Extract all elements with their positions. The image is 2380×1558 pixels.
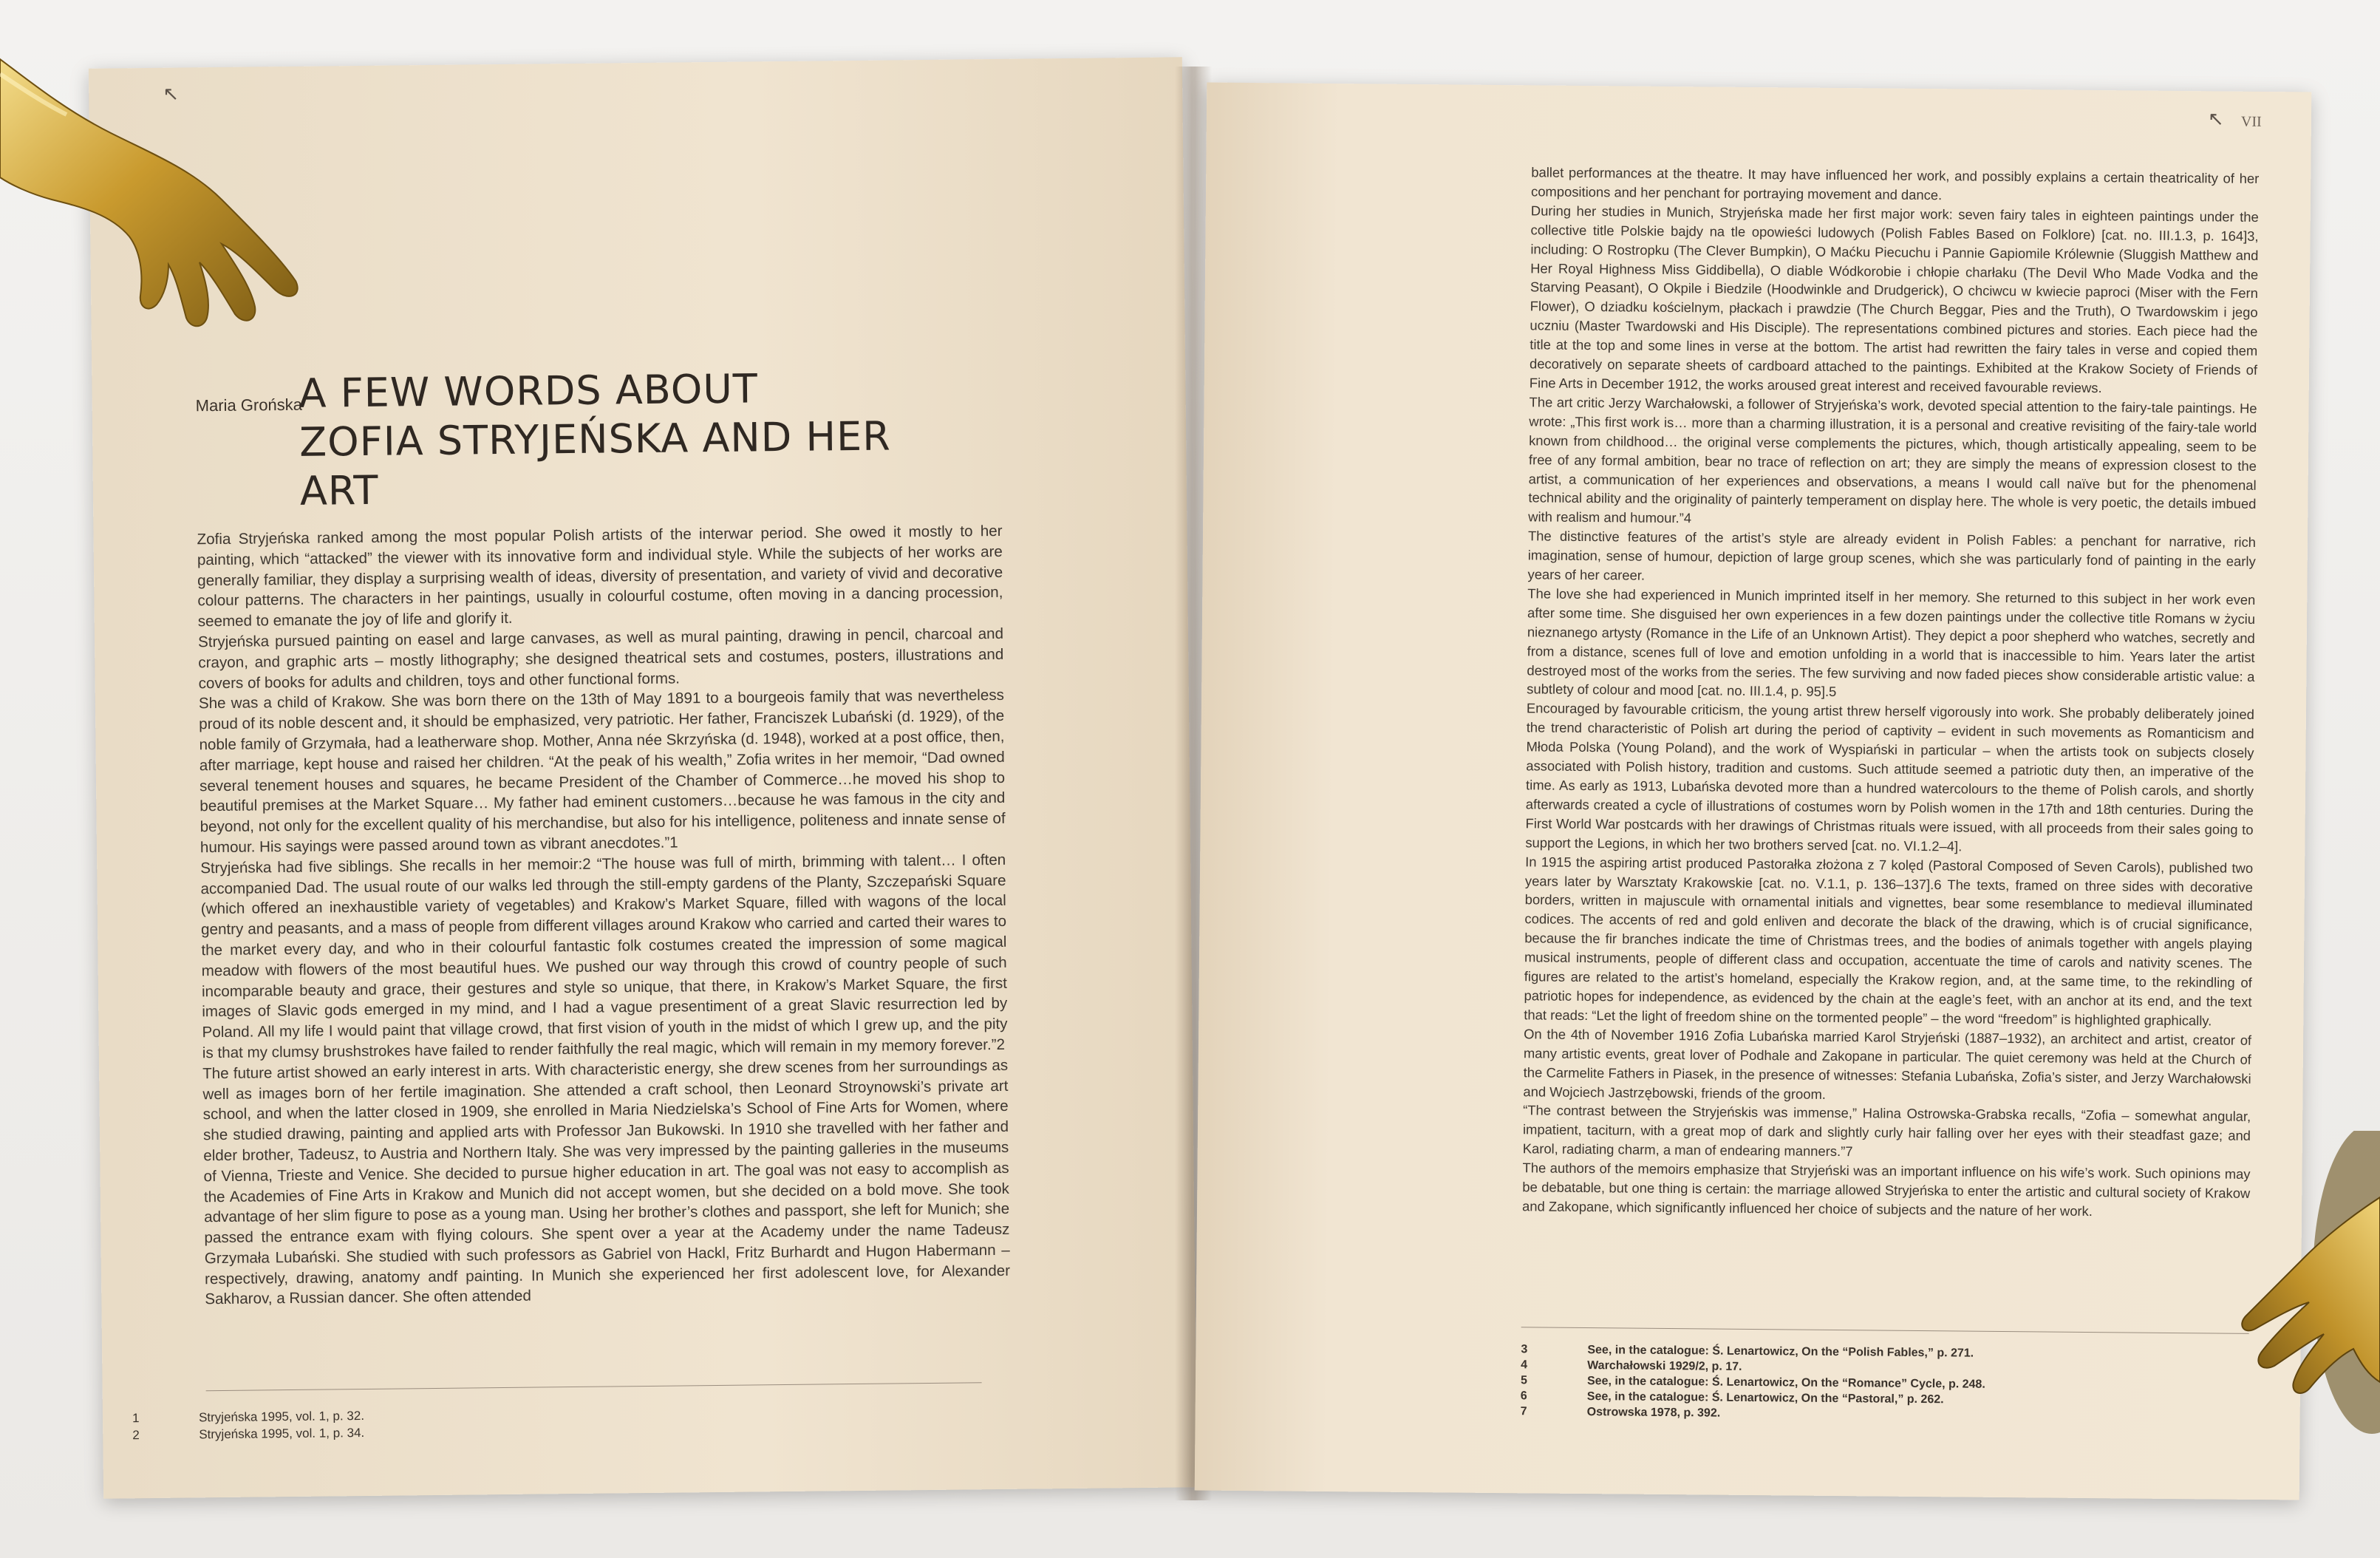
footnote-number: 1: [132, 1411, 140, 1426]
footnote-number: 3: [1521, 1343, 1528, 1356]
paragraph: On the 4th of November 1916 Zofia Lubańska married Karol Stryjeński (1887–1932), an architect and artist, creator of many artistic events, great lover of Podhale and Zakopane in particular. The quiet ceremony was held at the Church of the Carmelite Fathers in Piasek, in the presence of witnesses: Stefania Lubańska, Zofia’s sister, and Jerzy Warchałowski and Wojciech Jastrzębowski, friends of the groom.: [1523, 1026, 2252, 1102]
author-name: Maria Grońska: [195, 395, 303, 415]
paragraph: The authors of the memoirs emphasize that Stryjeński was an important influence on his wife’s work. Such opinions may be debatable, but one thing is certain: the marriage allowed Stryjeńska to enter the artistic and cultural society of Krakow and Zakopane, which significantly influenced her choice of subjects and the nature of her work.: [1521, 1160, 2251, 1219]
paragraph: The love she had experienced in Munich imprinted itself in her memory. She returned to this subject in her work even after some time. She disguised her own experiences in a few dozen paintings under the collective title Romans w życiu nieznanego artysty (Romance in the Life of an Unknown Artist). They depict a poor shepherd who watches, secretly and from a distance, scenes full of love and emotion unfolding in a world that is inaccessible to him. Years later the artist destroyed most of the works from the series. The few surviving and now faded pieces show considerable artistic value: a subtlety of colour and mood [cat. no. III.1.4, p. 95].5: [1527, 585, 2256, 700]
title-line-1: A FEW WORDS ABOUT: [299, 365, 759, 417]
paragraph: During her studies in Munich, Stryjeńska made her first major work: seven fairy tales in eighteen paintings under the collective title Polskie bajdy na tle opowieści ludowych (Polish Fables Based on Folklore) [cat. no. III.1.3, p. 164]3, including: O Rostropku (The Clever Bumpkin), O Maćku Piecuchu i Pannie Gapiomile Królewnie (Sluggish Matthew and Her Royal Highness Miss Giddibella), O diable Wódkorobie i chłopie charłaku (The Devil Who Made Vodka and the Starving Peasant), O Okpile i Biedzile (Hoodwinkle and Drudgerick), O chciwcu w kwiecie paproci (Miser with the Fern Flower), O dziadku kościelnym, płackach i prawdzie (The Church Beggar, Pies and the Truth), O Twardowskim i jego uczniu (Master Twardowski and His Disciple). The representations combined pictures and stories. Each piece had the title at the top and some lines in verse at the bottom. The artist had rewritten the fairy tales in verse and copied them decoratively on separate sheets of cardboard attached to the paintings. Exhibited at the Krakow Society of Friends of Fine Arts in December 1912, the works aroused great interest and received favourable reviews.: [1529, 203, 2259, 396]
right-footnotes: [1521, 1341, 2249, 1426]
footnote-text: See, in the catalogue: Ś. Lenartowicz, On the “Polish Fables,” p. 271.: [1587, 1344, 1974, 1360]
left-footnotes: [132, 1402, 871, 1443]
footnote-text: Stryjeńska 1995, vol. 1, p. 34.: [199, 1425, 365, 1442]
paragraph: The distinctive features of the artist’s style are already evident in Polish Fables: a penchant for narrative, rich imagination, sense of humour, depiction of large group scenes, which she was particularly fond of painting in the early years of her career.: [1527, 528, 2257, 583]
paragraph: “The contrast between the Stryjeńskis was immense,” Halina Ostrowska-Grabska recalls, “Zofia – somewhat angular, impatient, taciturn, with a great mop of dark and slightly curly hair falling over her eyes with their steadfast gaze; and Karol, radiating charm, a man of endearing manners.”7: [1522, 1102, 2251, 1160]
corner-arrow-icon: ↖: [2207, 107, 2224, 130]
paragraph: She was a child of Krakow. She was born there on the 13th of May 1891 to a bourgeois family that was nevertheless proud of its noble descent and, it should be emphasized, very patriotic. Her father, Franciszek Lubański (d. 1929), of the noble family of Grzymała, had a leatherware shop. Mother, Anna née Skrzyńska (d. 1948), worked at a post office, then, after marriage, kept house and raised her children. “At the peak of his wealth,” Zofia writes in her memoir, “Dad owned several tenement houses and squares, he became President of the Chamber of Commerce…he moved his shop to beautiful premises at the Market Square… My father had eminent customers…because he was famous in the city and beyond, not only for the excellent quality of his merchandise, but also for his intelligence, politeness and innate sense of humour. His sayings were passed around town as vibrant anecdotes.”1: [198, 687, 1006, 857]
footnote-text: Ostrowska 1978, p. 392.: [1586, 1406, 1721, 1420]
footnote-number: 5: [1520, 1374, 1528, 1387]
footnote-number: 6: [1520, 1389, 1527, 1403]
footnote-number: 4: [1521, 1358, 1528, 1372]
paragraph: Stryjeńska had five siblings. She recalls in her memoir:2 “The house was full of mirth, brimming with talent… I often accompanied Dad. The usual route of our walks led through the still-empty gardens of the Planty, Szczepański Square (which offered an inexhaustible variety of vegetables) and Krakow’s Market Square, filled with wagons of the local gentry and peasants, and a mass of people from different villages around Krakow who carried and carted their wares to the market every day, and who in their colourful fantastic folk costumes created the impression of some magical meadow with flowers of the most beautiful hues. We pushed our way through this crowd of country people of such incomparable beauty and grace, their gestures and style so unique, that there, in Krakow’s Market Square, the first images of Slavic gods emerged in my mind, and I had a vague presentiment of a great Slavic resurrection led by Poland. All my life I would paint that village crowd, that first vision of youth in the midst of which I grew up, and the pity is that my clumsy brushstrokes have failed to render faithfully the real magic, which will remain in my memory forever.”2: [200, 851, 1008, 1062]
footnote-divider: [206, 1382, 982, 1391]
page-number: VII: [2240, 113, 2262, 130]
right-body: [1522, 163, 2259, 1222]
paragraph: The art critic Jerzy Warchałowski, a follower of Stryjeńska’s work, devoted special attention to the fairy-tale paintings. He wrote: „This first work is… more than a charming illustration, it is a personal and creative revisiting of the fairy-tale world known from childhood… the original verse complements the pictures, which, though artistically appealing, seem to be free of any formal ambition, bear no trace of reflection on art; they are simply the means of expression closest to the artist, a communication of her experiences and observations, a means I would call naïve but for the phenomenal technical ability and the originality of painterly temperament on display here. The whole is very poetic, the details imbued with realism and humour.”4: [1528, 394, 2257, 526]
article-title: [299, 362, 965, 515]
paragraph: Stryjeńska pursued painting on easel and large canvases, as well as mural painting, drawing in pencil, charcoal and crayon, and graphic arts – mostly lithography; she designed theatrical sets and costumes, posters, illustrations and covers of books for adults and children, toys and other functional forms.: [197, 625, 1004, 692]
footnote-text: Stryjeńska 1995, vol. 1, p. 32.: [198, 1408, 365, 1425]
footnote-number: 2: [132, 1428, 140, 1443]
paragraph: The future artist showed an early interest in arts. With characteristic energy, she drew scenes from her surroundings as well as images born of her fertile imagination. She attended a craft school, then Leonard Stroynowski’s private art school, and when the latter closed in 1909, she enrolled in Maria Niedzielska’s School of Fine Arts for Women, where she studied drawing, painting and applied arts with Professor Jan Bukowski. In 1910 she travelled with her father and elder brother, Tadeusz, to Austria and Northern Italy. She was very impressed by the painting galleries in the museums of Vienna, Trieste and Venice. She decided to pursue higher education in art. The goal was not easy to accomplish as the Academies of Fine Arts in Krakow and Munich did not accept women, but she decided on a bold move. She took advantage of her slim figure to pose as a young man. Using her brother’s clothes and passport, she left for Munich; she passed the entrance exam with flying colours. She spent over a year at the Academy under the name Tadeusz Grzymała Lubański. She studied with such professors as Gabriel von Hackl, Fritz Burhardt and Hugon Habermann – respectively, drawing, anatomy andf painting. In Munich she experienced her first adolescent love, for Alexander Sakharov, a Russian dancer. She often attended: [202, 1056, 1011, 1308]
footnote-text: Warchałowski 1929/2, p. 17.: [1587, 1359, 1742, 1373]
paragraph: Zofia Stryjeńska ranked among the most popular Polish artists of the interwar period. She owed it mostly to her painting, which “attacked” the viewer with its innovative form and individual style. While the subjects of her works are generally familiar, they display a surprising wealth of ideas, diversity of presentation, and variety of vivid and decorative colour patterns. The characters in her paintings, usually in colourful costume, often moving in a dancing procession, seemed to emanate the joy of life and glorify it.: [197, 522, 1003, 630]
brass-hand-weight-left: [0, 30, 340, 340]
title-line-2: ZOFIA STRYJEŃSKA AND HER ART: [299, 412, 892, 514]
brass-hand-weight-right: [2231, 1131, 2380, 1486]
footnote-text: See, in the catalogue: Ś. Lenartowicz, On the “Pastoral,” p. 262.: [1586, 1390, 1944, 1406]
footnote-divider: [1521, 1327, 2249, 1334]
paragraph: Encouraged by favourable criticism, the young artist threw herself vigorously into work. She probably deliberately joined the trend characteristic of Polish art during the period of captivity – evident in such movements as Romanticism and Młoda Polska (Young Poland), and the work of Wyspiański in particular – when the artists took on subjects closely associated with Polish history, tradition and customs. Such attitude seemed a patriotic duty then, an imperative of the time. As early as 1913, Lubańska devoted more than a hundred watercolours to the theme of Polish carols, and shortly afterwards created a cycle of illustrations of costumes worn by Polish women in the 17th and 18th centuries. During the First World War postcards with her drawings of Christmas rituals were issued, with all proceeds from their sales going to support the Legions, in which her two brothers served [cat. no. VI.1.2–4].: [1525, 700, 2255, 854]
paragraph: In 1915 the aspiring artist produced Pastorałka złożona z 7 kolęd (Pastoral Composed of Seven Carols), published two years later by Warsztaty Krakowskie [cat. no. V.1.1, p. 136–137].6 The texts, framed on three sides with decorative borders, written in majuscule with ornamental initials and vignettes, bear some resemblance to medieval illuminated codices. The accents of red and gold enliven and decorate the black of the drawing, which is of crucial significance, because the fir branches indicate the time of Christmas trees, and the bodies of animals together with angels playing musical instruments, people of different class and occupation, accentuate the time of carols and nativity scenes. The figures are related to the artist’s homeland, especially the Krakow region, and, at the same time, to the rekindling of patriotic hopes for independence, as evidenced by the chain at the eagle’s feet, with an anchor at its end, and the text that reads: “Let the light of freedom shine on the tormented people” – the word “freedom” is highlighted graphically.: [1524, 853, 2254, 1029]
footnote-number: 7: [1520, 1405, 1527, 1418]
left-body: [197, 521, 1010, 1310]
corner-arrow-icon: ↖: [163, 82, 180, 105]
footnote-text: See, in the catalogue: Ś. Lenartowicz, On the “Romance” Cycle, p. 248.: [1586, 1375, 1985, 1391]
paragraph: ballet performances at the theatre. It may have influenced her work, and possibly explains a certain theatricality of her compositions and her penchant for portraying movement and dance.: [1530, 164, 2260, 203]
right-page: [1195, 83, 2312, 1500]
